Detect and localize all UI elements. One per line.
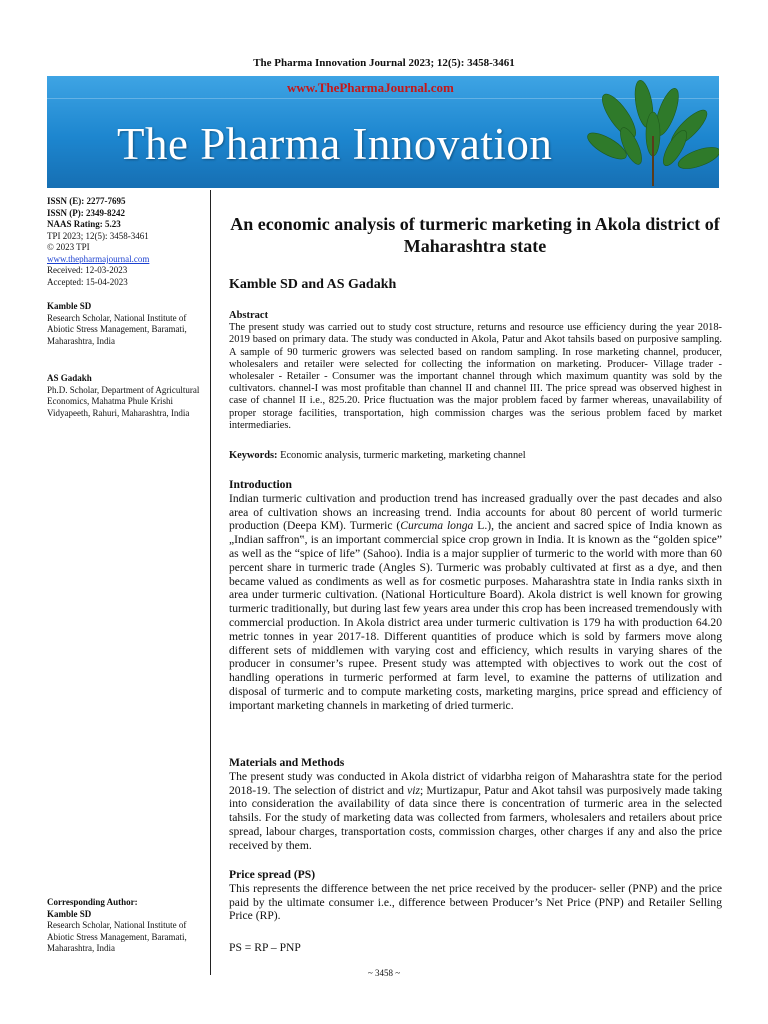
accepted-date: Accepted: 15-04-2023 [47,276,128,287]
author-affiliation-2 [47,373,207,419]
journal-logo-text: The Pharma Innovation [117,119,553,169]
methods-text [229,770,722,853]
column-divider [210,190,211,975]
section-heading: Introduction [229,478,292,491]
naas-rating: NAAS Rating: 5.23 [47,219,121,229]
corresponding-label: Corresponding Author: [47,897,138,907]
keywords-section [229,449,722,463]
intro-text-a: Indian turmeric cultivation and production trend has increased gradually over the past decades and also area of cultivation shows an increasing trend. India accounts for about 80 percent of world turmeric production (Deepa KM). Turmeric ( [229,491,722,533]
author-affiliation: Research Scholar, National Institute of Abiotic Stress Management, Baramati, Maharashtra, India [47,920,187,953]
tpi-citation: TPI 2023; 12(5): 3458-3461 [47,230,149,241]
introduction-text [229,492,722,713]
author-name: Kamble SD [47,301,92,311]
author-affiliation-1 [47,301,207,347]
viz-term: viz [407,783,421,797]
article-authors: Kamble SD and AS Gadakh [229,277,397,292]
section-heading: Materials and Methods [229,756,345,769]
methods-section [229,756,722,853]
leaf-illustration-icon [549,76,719,188]
article-title: An economic analysis of turmeric marketing in Akola district of Maharashtra state [230,214,720,256]
issn-electronic: ISSN (E): 2277-7695 [47,196,126,206]
price-spread-formula: PS = RP – PNP [229,941,301,954]
price-spread-section [229,868,722,923]
section-heading: Price spread (PS) [229,868,316,881]
price-spread-text: This represents the difference between the net price received by the producer- seller (PNP) and the price paid by the ultimate consumer i.e., difference between Producer’s Net Price (PNP) and Retailer Selling Price (RP). [229,881,722,923]
species-name: Curcuma longa [400,519,474,533]
keywords-label: Keywords: [229,450,278,461]
article-metadata [47,196,207,288]
introduction-section [229,478,722,713]
corresponding-author [47,897,207,955]
banner-url[interactable]: www.ThePharmaJournal.com [287,80,454,95]
methods-text-b: ; Murtizapur, Patur and Akot tahsil was purposively made taking into consideration the availability of data since there is concentration of turmeric area in the selected tahsils. For the study of marketing data was collected from farmers, wholesalers and retailers about price spread, labour charges, transportation costs, commission charges, other charges if any and also the price received by them. [229,783,722,852]
journal-banner [47,76,719,188]
issn-print: ISSN (P): 2349-8242 [47,207,125,218]
author-affiliation: Ph.D. Scholar, Department of Agricultural Economics, Mahatma Phule Krishi Vidyapeeth, Rahuri, Maharashtra, India [47,384,200,418]
page-number: ~ 3458 ~ [367,968,401,978]
section-heading: Abstract [229,310,269,321]
received-date: Received: 12-03-2023 [47,265,128,275]
abstract-text: The present study was carried out to study cost structure, returns and resource use efficiency during the year 2018-2019 based on primary data. The study was conducted in Akola, Patur and Akot tahsils based on purposive sampling. A sample of 90 turmeric growers was selected based on random sampling. In rose marketing channel, producer, wholesalers and retailer were selected for collecting the information on marketing. Producer- Village trader - wholesaler - Retailer - Consumer was the important channel through which maximum quantity was sold by the cultivators. channel-I was most profitable than channel II and channel III. The price spread was observed highest in case of channel II i.e., 825.20. Price fluctuation was the major problem faced by farmer whereas, unavailability of proper storage facilities, transportation, high commission charges was the serious problem faced by market intermediaries. [229,322,722,431]
copyright: © 2023 TPI [47,242,90,252]
journal-website-link[interactable]: www.thepharmajournal.com [47,253,150,264]
methods-text-a: The present study was conducted in Akola district of vidarbha reigon of Maharashtra state for the period 2018-19. The selection of district and [229,769,722,797]
author-name: Kamble SD [47,908,92,919]
author-name: AS Gadakh [47,373,92,383]
intro-text-b: L.), the ancient and sacred spice of India known as „Indian saffron‟, is an important commercial spice crop grown in India. It is known as the “golden spice” as well as the “spice of life” (Sahoo). India is a major supplier of turmeric to the world with more than 60 percent share in turmeric trade (Angles S). Turmeric was probably cultivated at first as a dye, and then became valued as condiments as well as for cosmetic purposes. Maharashtra state in India ranks sixth in area under turmeric cultivation. (National Horticulture Board). Akola district is well known for growing turmeric traditionally, but during last few years area under this crop has been increased tremendously with commercial production. In Akola district area under turmeric cultivation is 179 ha with production 64.20 metric tonnes in year 2017-18. Different quantities of produce which is sold by farmers move along different sets of middlemen with varying cost and efficiency, which results in varying shares of the producer in consumer’s rupee. Present study was attempted with objectives to work out the cost of handling operations in turmeric performed at farm level, to examine the patterns of utilization and disposal of turmeric and to compute marketing costs, marketing margins, price spread and efficiency of important marketing channels in marketing of dried turmeric. [229,519,723,712]
journal-citation: The Pharma Innovation Journal 2023; 12(5): 3458-3461 [253,57,515,69]
author-affiliation: Research Scholar, National Institute of Abiotic Stress Management, Baramati, Maharashtra, India [47,312,187,346]
keywords-text: Economic analysis, turmeric marketing, marketing channel [280,450,526,461]
abstract-section [229,310,722,432]
